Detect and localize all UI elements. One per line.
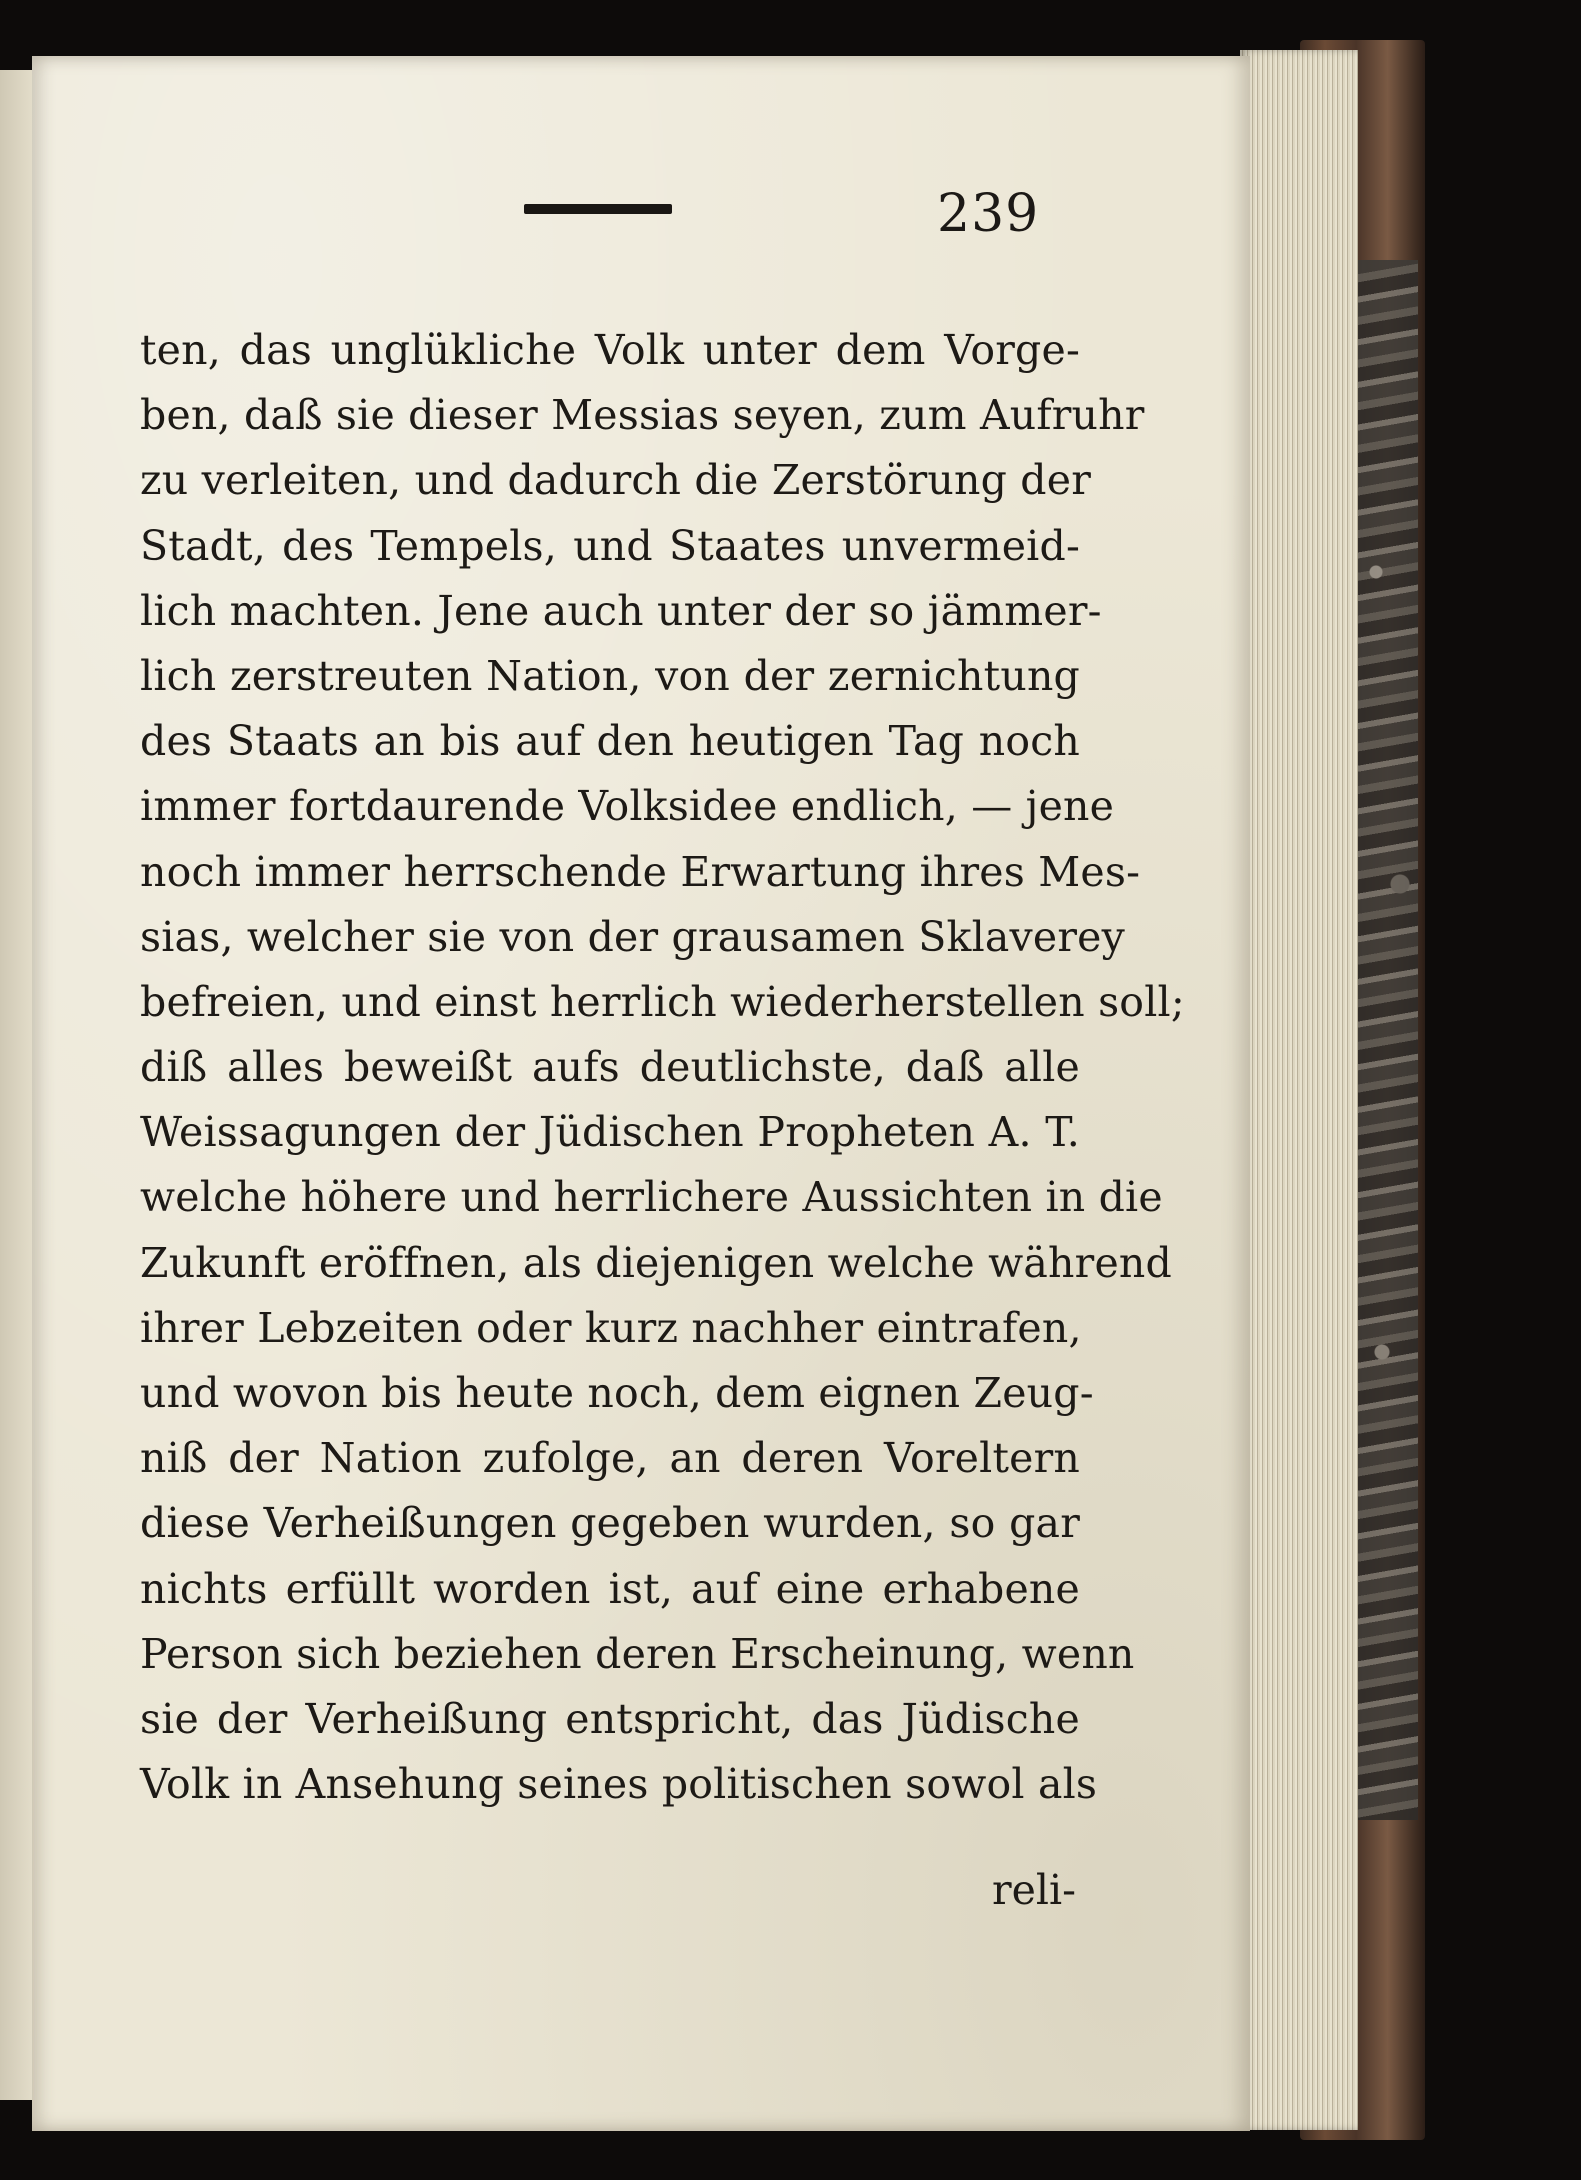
text-line: Person sich beziehen deren Erscheinung, wenn <box>140 1629 1135 1678</box>
text-line: des Staats an bis auf den heutigen Tag noch <box>140 717 1080 766</box>
text-line: nichts erfüllt worden ist, auf eine erhabene <box>140 1564 1080 1613</box>
text-line: sias, welcher sie von der grausamen Sklaverey <box>140 912 1126 961</box>
text-line: lich machten. Jene auch unter der so jämmer- <box>140 586 1102 635</box>
catchword: reli- <box>992 1866 1076 1914</box>
text-line: Volk in Ansehung seines politischen sowol als <box>140 1760 1098 1809</box>
marbled-cover <box>1358 260 1418 1820</box>
text-line: niß der Nation zufolge, an deren Voreltern <box>140 1434 1080 1483</box>
text-line: und wovon bis heute noch, dem eignen Zeug- <box>140 1369 1094 1417</box>
text-line: ben, daß sie dieser Messias seyen, zum Aufruhr <box>140 391 1145 440</box>
text-line: sie der Verheißung entspricht, das Jüdische <box>140 1694 1080 1743</box>
page-edges <box>1240 50 1358 2130</box>
page-text <box>140 318 1185 1817</box>
page-number: 239 <box>937 184 1040 244</box>
text-line: diese Verheißungen gegeben wurden, so gar <box>140 1499 1080 1548</box>
book-page <box>32 56 1250 2131</box>
text-line: immer fortdaurende Volksidee endlich, — jene <box>140 782 1115 831</box>
text-line: diß alles beweißt aufs deutlichste, daß alle <box>140 1043 1080 1092</box>
header-rule <box>524 204 672 214</box>
text-line: Zukunft eröffnen, als diejenigen welche während <box>140 1238 1172 1287</box>
text-line: noch immer herrschende Erwartung ihres Mes- <box>140 847 1141 896</box>
text-line: lich zerstreuten Nation, von der zernichtung <box>140 651 1080 700</box>
text-line: welche höhere und herrlichere Aussichten in die <box>140 1173 1163 1222</box>
text-line: ihrer Lebzeiten oder kurz nachher eintrafen, <box>140 1303 1082 1352</box>
text-line: Weissagungen der Jüdischen Propheten A. T. <box>140 1108 1080 1157</box>
text-line: Stadt, des Tempels, und Staates unvermeid- <box>140 521 1080 570</box>
text-line: ten, das unglükliche Volk unter dem Vorge- <box>140 326 1080 374</box>
text-line: zu verleiten, und dadurch die Zerstörung der <box>140 456 1091 505</box>
text-line: befreien, und einst herrlich wiederherstellen soll; <box>140 977 1185 1026</box>
